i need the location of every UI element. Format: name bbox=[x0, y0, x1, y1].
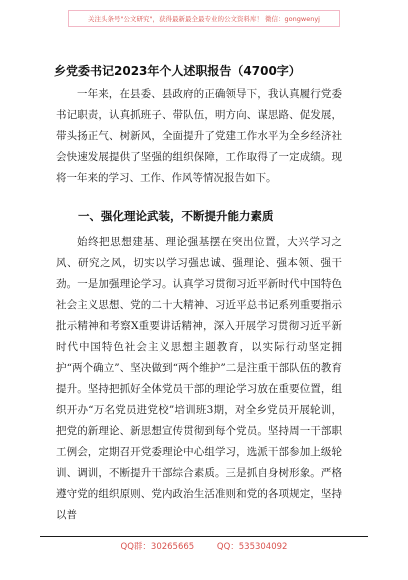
section-heading: 一、强化理论武装，不断提升能力素质 bbox=[78, 209, 274, 223]
intro-paragraph: 一年来，在县委、县政府的正确领导下，我认真履行党委书记职责，认真抓班子、带队伍，明方向、谋思路、促发展，带头扬正气、树新风，全面提升了党建工作水平为全乡经济社会快速发展提供了坚强的组织保障，工作取得了一定成绩。现将一年来的学习、工作、作风等情况报告如下。 bbox=[56, 88, 342, 184]
footer-qq: QQ：535304092 bbox=[216, 542, 288, 552]
page-title: 乡党委书记2023年个人述职报告（4700字） bbox=[54, 64, 301, 78]
footer-qq-group: QQ群：30265665 bbox=[120, 542, 195, 552]
section-paragraph: 始终把思想建基、理论强基摆在突出位置，大兴学习之风、研究之风，切实以学习强忠诚、强理论、强本领、强干劲。一是加强理论学习。认真学习贯彻习近平新时代中国特色社会主义思想、党的二十大精神、习近平总书记系列重要指示批示精神和考察X重要讲话精神，深入开展学习贯彻习近平新时代中国特色社会主义思想主题教育，以实际行动坚定拥护“两个确立”、坚决做到“两个维护”二是注重干部队伍的教育提升。坚持把抓好全体党员干部的理论学习放在重要位置，组织开办“万名党员进党校”培训班3期，对全乡党员开展轮训，把党的新理论、新思想宣传贯彻到每个党员。坚持周一干部职工例会，定期召开党委理论中心组学习，选派干部参加上级轮训、调训，不断提升干部综合素质。三是抓自身树形象。严格遵守党的组织原则、党内政治生活准则和党的各项规定，坚持以普 bbox=[56, 236, 342, 521]
footer-divider bbox=[40, 536, 368, 537]
footer bbox=[0, 540, 408, 552]
promo-banner: 关注头条号"公文研究"，获得最新最全最专业的公文资料库！ 微信：gongwenyj bbox=[68, 10, 340, 27]
